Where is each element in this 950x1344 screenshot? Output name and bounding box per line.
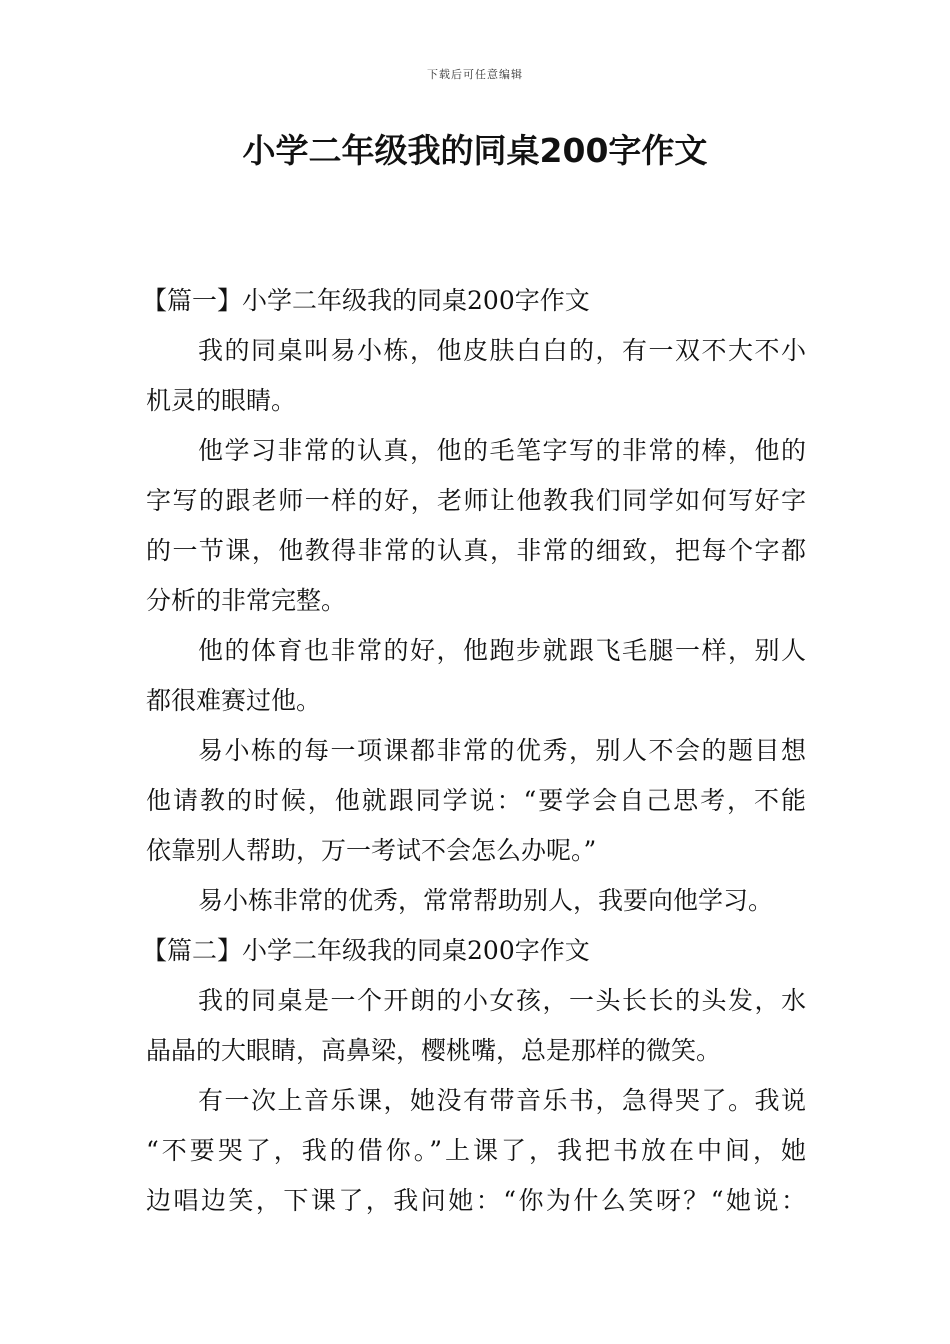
text-line: 【篇一】小学二年级我的同桌200字作文 bbox=[142, 286, 590, 315]
text-line: 都很难赛过他。 bbox=[146, 686, 322, 715]
text-line: 机灵的眼睛。 bbox=[146, 386, 297, 415]
text-line: 字写的跟老师一样的好，老师让他教我们同学如何写好字 bbox=[146, 486, 806, 515]
text-line: 晶晶的大眼睛，高鼻梁，樱桃嘴，总是那样的微笑。 bbox=[146, 1036, 722, 1065]
text-line: “不要哭了，我的借你。”上课了，我把书放在中间，她 bbox=[146, 1136, 806, 1165]
text-line: 他的体育也非常的好，他跑步就跟飞毛腿一样，别人 bbox=[198, 636, 806, 665]
text-line: 我的同桌是一个开朗的小女孩，一头长长的头发，水 bbox=[198, 986, 806, 1015]
text-line: 易小栋的每一项课都非常的优秀，别人不会的题目想 bbox=[198, 736, 806, 765]
text-line: 的一节课，他教得非常的认真，非常的细致，把每个字都 bbox=[146, 536, 806, 565]
text-line: 他学习非常的认真，他的毛笔字写的非常的棒，他的 bbox=[198, 436, 806, 465]
text-line: 【篇二】小学二年级我的同桌200字作文 bbox=[142, 936, 590, 965]
text-line: 有一次上音乐课，她没有带音乐书，急得哭了。我说 bbox=[198, 1086, 806, 1115]
text-line: 他请教的时候，他就跟同学说：“要学会自己思考，不能 bbox=[146, 786, 806, 815]
header-note: 下载后可任意编辑 bbox=[427, 68, 523, 81]
text-line: 我的同桌叫易小栋，他皮肤白白的，有一双不大不小 bbox=[198, 336, 806, 365]
text-line: 依靠别人帮助，万一考试不会怎么办呢。” bbox=[146, 836, 597, 865]
text-line: 易小栋非常的优秀，常常帮助别人，我要向他学习。 bbox=[198, 886, 774, 915]
document-title: 小学二年级我的同桌200字作文 bbox=[242, 131, 708, 170]
text-line: 边唱边笑，下课了，我问她：“你为什么笑呀？“她说： bbox=[146, 1186, 806, 1215]
text-line: 分析的非常完整。 bbox=[146, 586, 347, 615]
document-body bbox=[142, 276, 806, 1226]
